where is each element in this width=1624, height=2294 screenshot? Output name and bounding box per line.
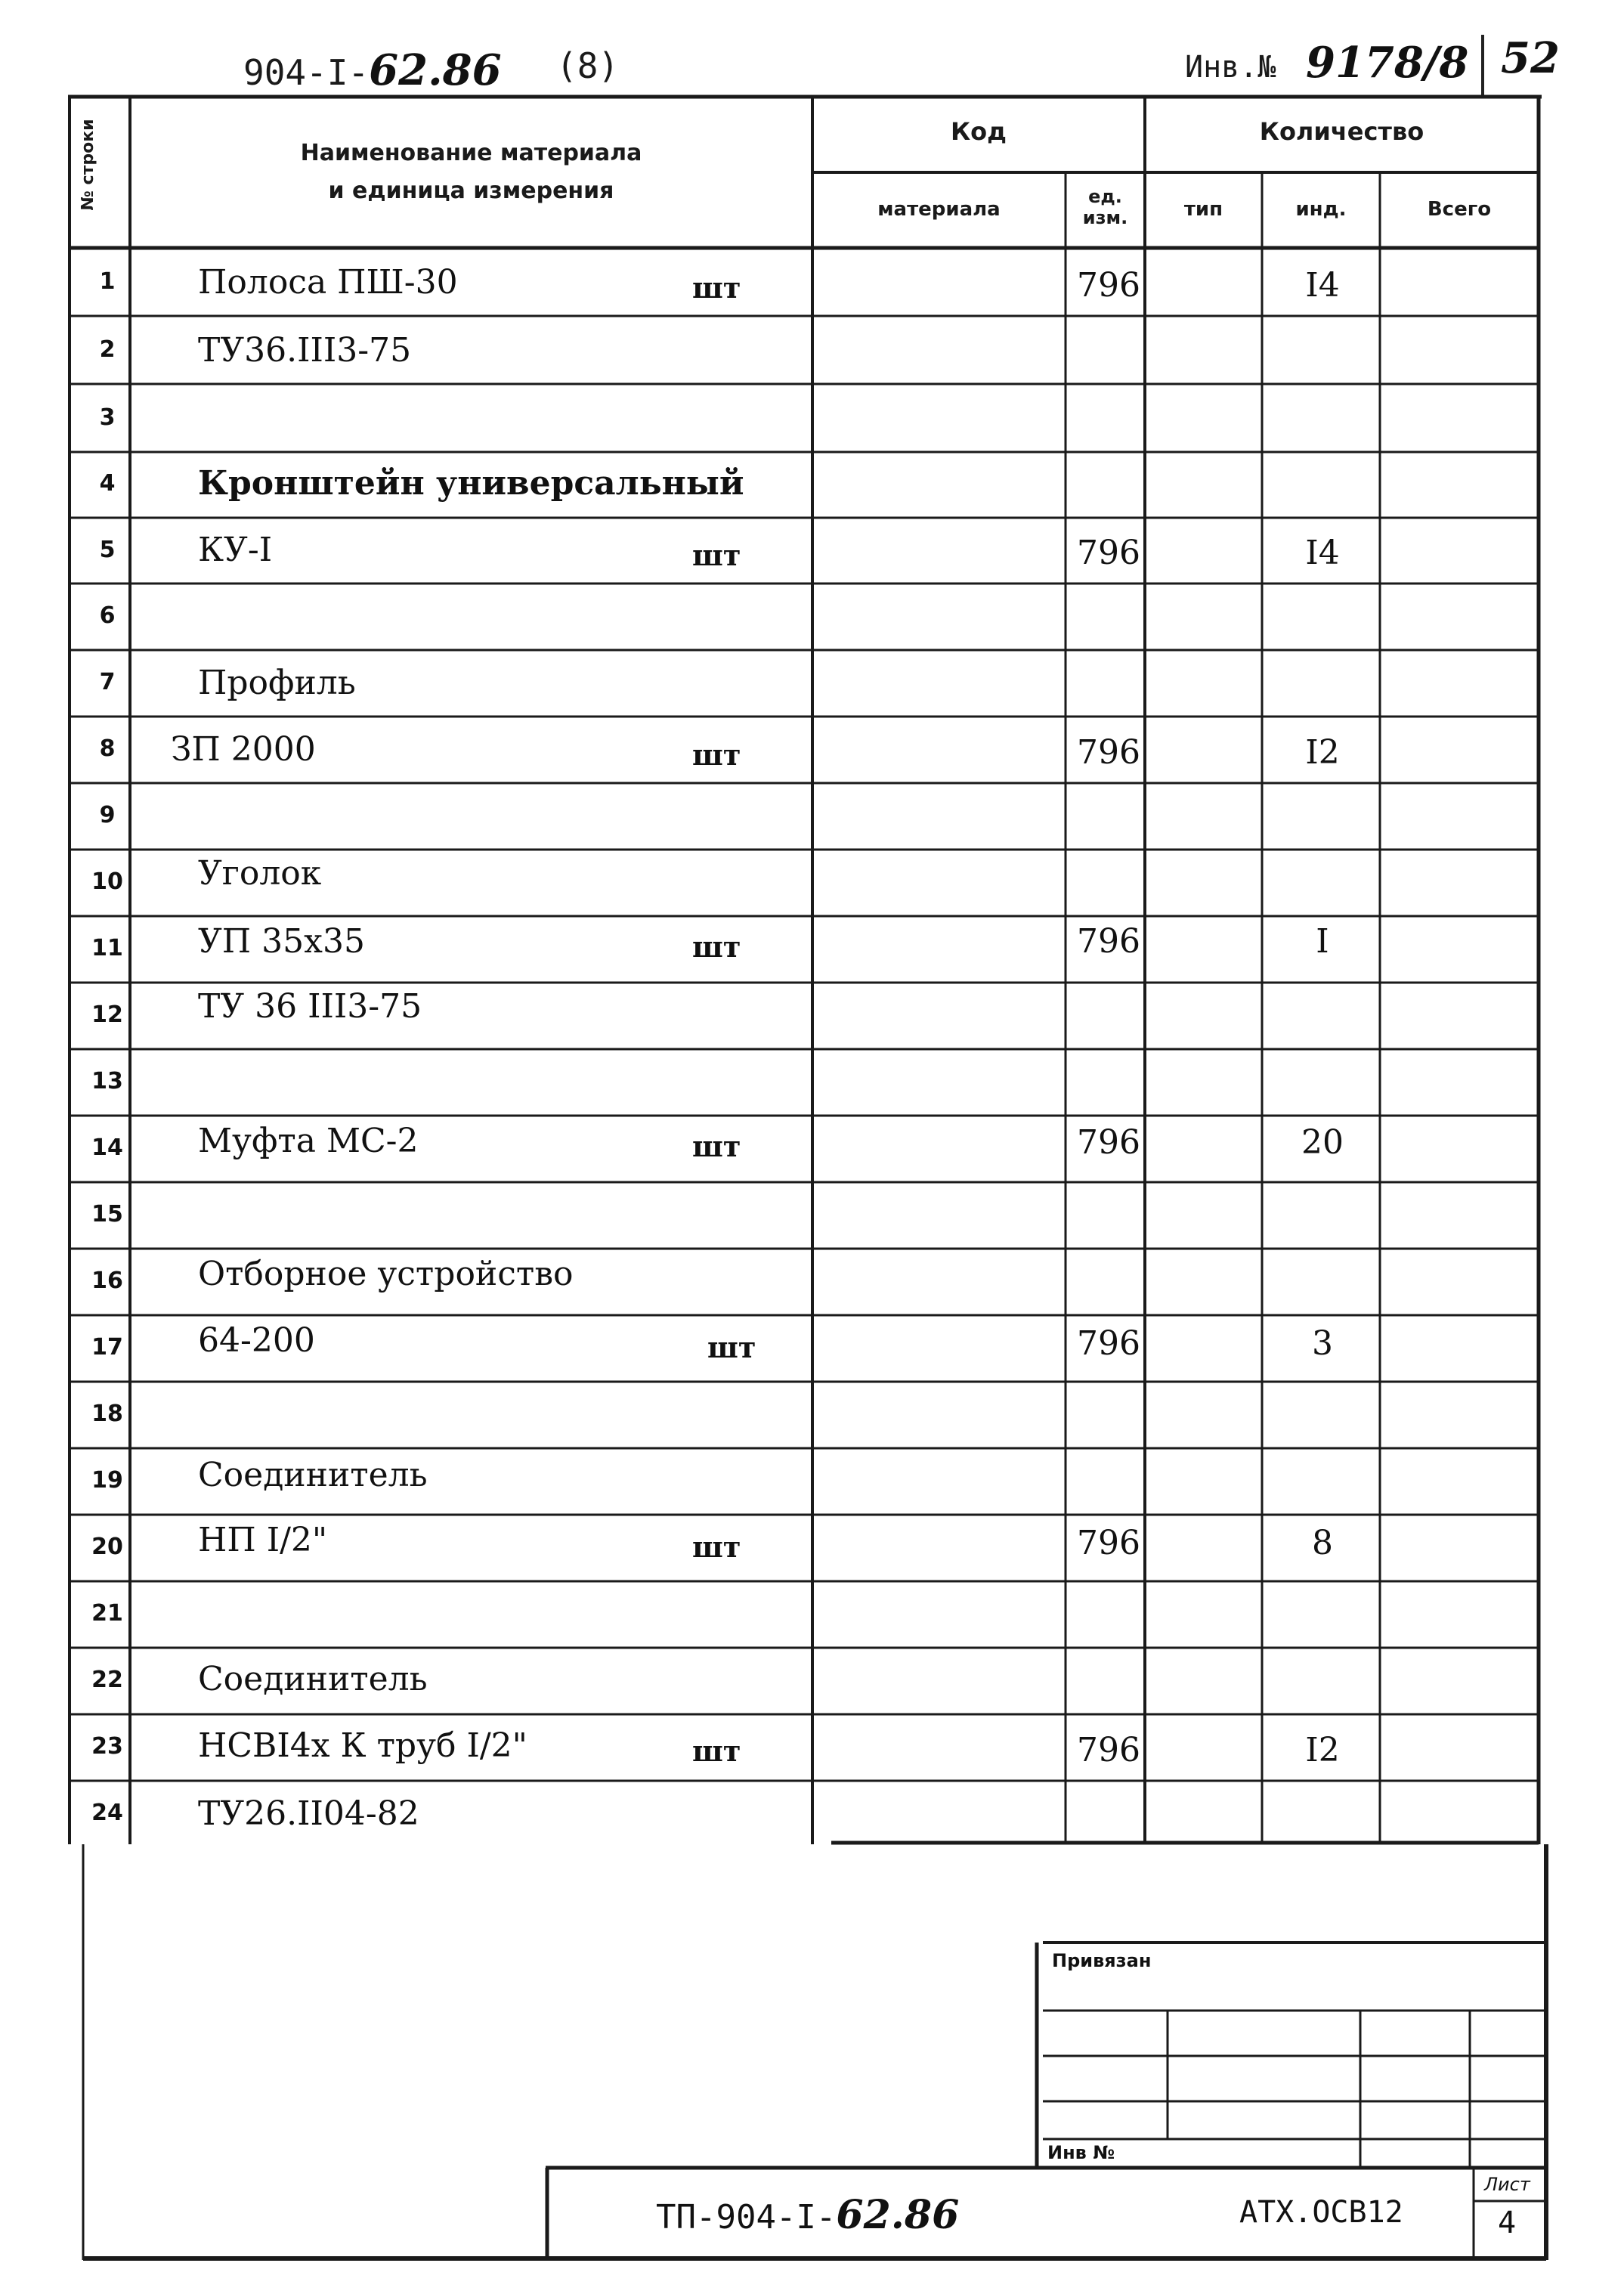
col-header-code-unit-line2: изм. (1082, 207, 1128, 228)
inventory-label: Инв.№ (1185, 50, 1276, 85)
row-number: 23 (91, 1733, 123, 1760)
series-prefix: 904-I- (243, 52, 370, 93)
document-number-handwritten: 62.86 (836, 2192, 960, 2238)
sheet-number: 52 (1501, 33, 1560, 83)
row-code-unit: 796 (1077, 733, 1140, 772)
inventory-number: 9178/8 (1306, 38, 1469, 88)
col-header-qty-total: Всего (1427, 198, 1492, 221)
row-number: 24 (91, 1800, 123, 1826)
row-code-unit: 796 (1077, 1731, 1140, 1769)
series-handwritten: 62.86 (369, 45, 502, 95)
col-header-row-number: № строки (79, 119, 97, 211)
row-number: 21 (91, 1600, 123, 1627)
row-number: 7 (99, 669, 116, 695)
row-code-unit: 796 (1077, 1524, 1140, 1562)
row-qty-ind: 20 (1301, 1123, 1344, 1162)
row-number: 10 (91, 868, 123, 895)
col-header-qty-type: тип (1183, 198, 1223, 221)
series-sheet: (8) (556, 45, 620, 86)
row-number: 13 (91, 1068, 123, 1094)
row-name: ТУ36.III3-75 (198, 331, 412, 370)
row-number: 20 (91, 1534, 123, 1560)
row-code-unit: 796 (1077, 1324, 1140, 1363)
row-name: ТУ 36 III3-75 (198, 987, 422, 1026)
document-code: АТХ.ОСВ12 (1239, 2195, 1403, 2230)
row-qty-ind: I4 (1305, 534, 1340, 572)
row-unit: шт (692, 1530, 741, 1564)
row-name: НП I/2" (198, 1521, 328, 1559)
row-number: 19 (91, 1467, 123, 1494)
row-qty-ind: I4 (1305, 266, 1340, 305)
row-name: 64-200 (198, 1321, 315, 1360)
row-number: 3 (99, 404, 116, 431)
row-code-unit: 796 (1077, 534, 1140, 572)
row-number: 5 (99, 537, 116, 563)
row-unit: шт (692, 271, 741, 305)
document-number (656, 2192, 959, 2238)
col-header-qty-ind: инд. (1295, 198, 1347, 221)
row-name: УП 35х35 (198, 922, 365, 961)
row-number: 2 (99, 336, 116, 363)
row-name: ТУ26.II04-82 (198, 1794, 419, 1833)
stamp-inv-no: Инв № (1047, 2142, 1115, 2163)
row-qty-ind: 3 (1312, 1324, 1333, 1363)
row-name: Муфта МС-2 (198, 1122, 419, 1160)
col-header-name-line2: и единица измерения (328, 178, 614, 204)
row-name: Полоса ПШ-30 (198, 263, 458, 302)
col-header-code: Код (951, 117, 1007, 146)
row-qty-ind: I (1316, 922, 1329, 961)
sheet-value: 4 (1498, 2206, 1517, 2240)
row-name: Отборное устройство (198, 1255, 574, 1293)
row-name: КУ-I (198, 531, 273, 569)
row-number: 22 (91, 1667, 123, 1693)
col-header-quantity: Количество (1259, 117, 1424, 146)
col-header-code-material: материала (877, 198, 1001, 221)
row-name: Соединитель (198, 1660, 428, 1698)
row-number: 12 (91, 1001, 123, 1028)
row-name: Уголок (198, 854, 322, 893)
col-header-name (130, 135, 812, 210)
sheet-label: Лист (1484, 2174, 1530, 2195)
row-name: Профиль (198, 664, 356, 702)
row-number: 9 (99, 802, 116, 828)
row-number: 18 (91, 1401, 123, 1427)
stamp-privyazan: Привязан (1052, 1950, 1152, 1971)
row-unit: шт (692, 930, 741, 964)
row-number: 14 (91, 1135, 123, 1161)
row-unit: шт (707, 1330, 756, 1364)
col-header-code-unit (1066, 186, 1145, 228)
row-qty-ind: I2 (1305, 733, 1340, 772)
row-code-unit: 796 (1077, 266, 1140, 305)
row-qty-ind: 8 (1312, 1524, 1333, 1562)
row-code-unit: 796 (1077, 922, 1140, 961)
row-unit: шт (692, 1129, 741, 1163)
row-name: Кронштейн универсальный (198, 464, 744, 503)
col-header-code-unit-line1: ед. (1088, 186, 1122, 207)
row-name: НСВI4х К труб I/2" (198, 1726, 527, 1765)
row-name: ЗП 2000 (171, 730, 316, 769)
row-qty-ind: I2 (1305, 1731, 1340, 1769)
row-number: 16 (91, 1268, 123, 1294)
document-number-prefix: ТП-904-I- (656, 2198, 837, 2237)
row-unit: шт (692, 538, 741, 572)
row-number: 15 (91, 1201, 123, 1227)
row-number: 17 (91, 1334, 123, 1361)
row-number: 4 (99, 470, 116, 497)
row-code-unit: 796 (1077, 1123, 1140, 1162)
row-number: 11 (91, 935, 123, 961)
col-header-name-line1: Наименование материала (300, 140, 642, 166)
row-unit: шт (692, 738, 741, 772)
row-name: Соединитель (198, 1456, 428, 1494)
row-unit: шт (692, 1734, 741, 1768)
row-number: 6 (99, 602, 116, 629)
row-number: 8 (99, 735, 116, 762)
row-number: 1 (99, 268, 116, 295)
